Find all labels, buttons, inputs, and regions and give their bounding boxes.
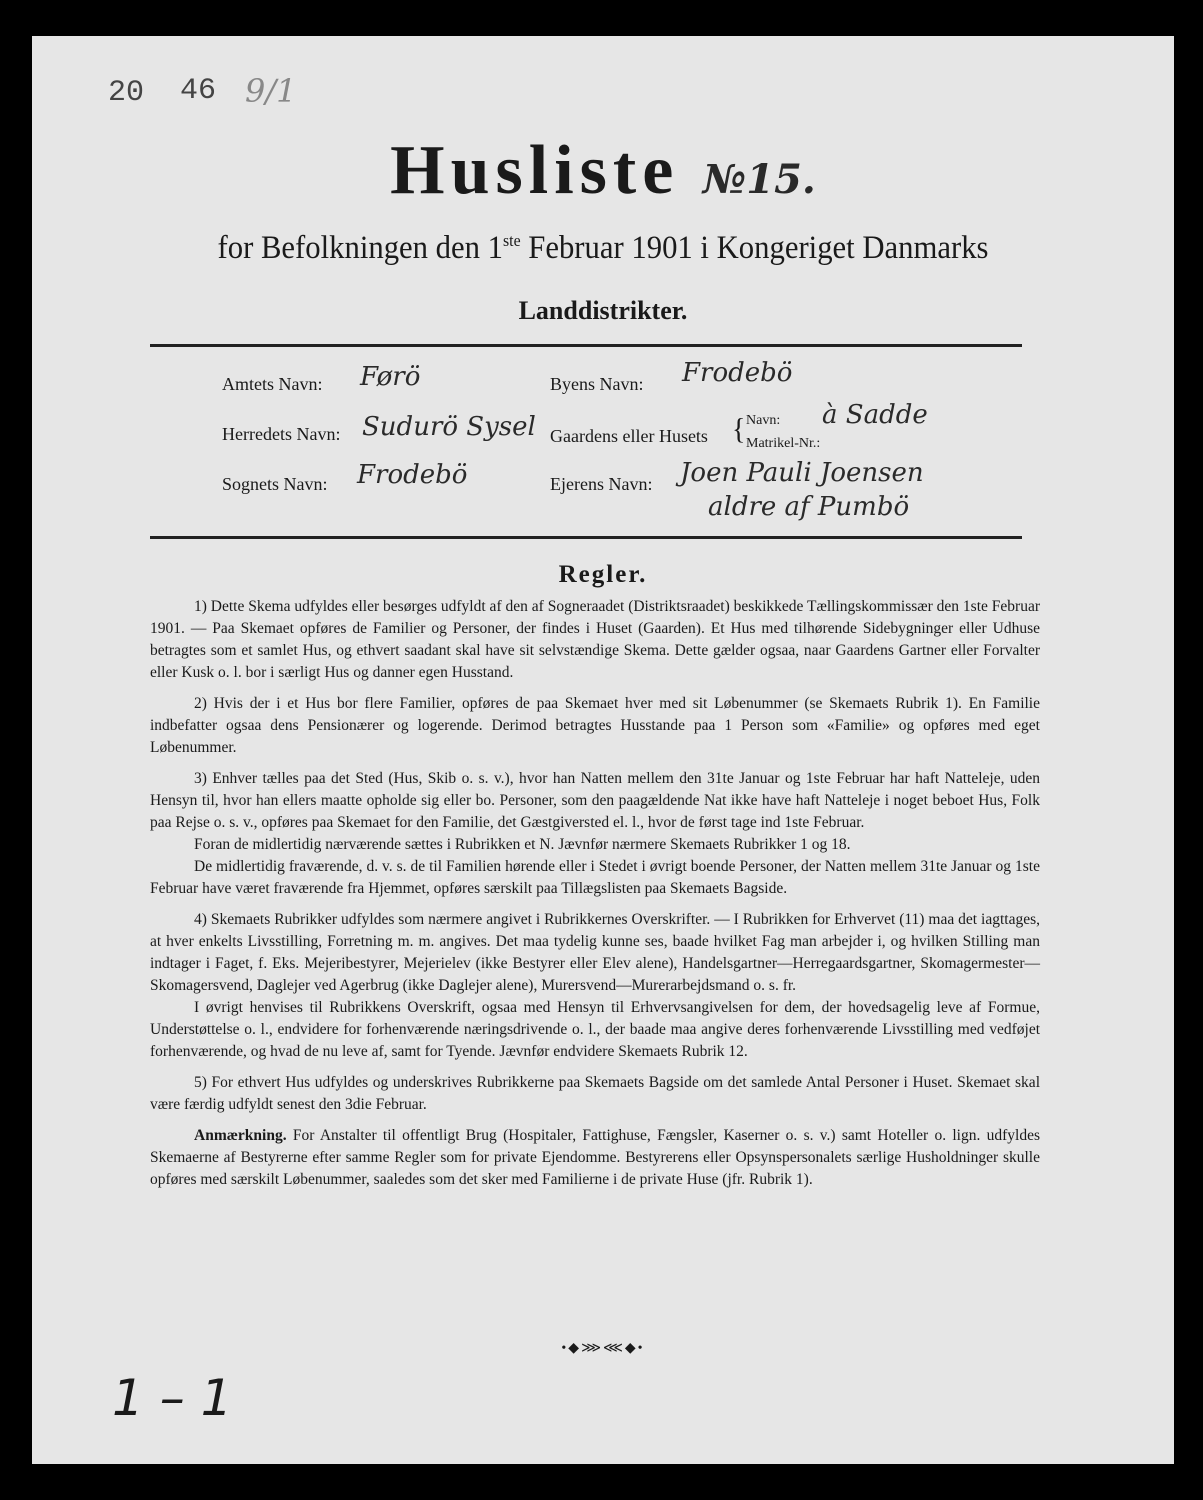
by-label: Byens Navn: [550, 374, 644, 394]
ejer-label: Ejerens Navn: [550, 474, 653, 494]
by-value: Frodebö [682, 358, 793, 388]
matrikel-label: Matrikel-Nr.: [746, 436, 821, 451]
rule-3a: 3) Enhver tælles paa det Sted (Hus, Skib o. s. v.), hvor han Natten mellem den 31te Januar og 1ste Februar har haft Natteleje, uden Hensyn til, hvor han ellers maatte opholde sig eller bo. Personer, som den paagældende Nat ikke have haft Natteleje i noget beboet Hus, Folk paa Rejse o. s. v., opføres paa Skemaet for den Familie, det Gæstgiversted el. l., hvor de først tage ind 1ste Februar. [150, 770, 1040, 831]
amt-value: Førö [360, 362, 421, 392]
handwritten-mark-top: 9/1 [245, 72, 297, 110]
navn-value: à Sadde [822, 400, 928, 430]
subtitle-pre: for Befolkningen den 1 [217, 230, 504, 266]
rule-3b: Foran de midlertidig nærværende sættes i Rubrikken et N. Jævnfør nærmere Skemaets Rubrikker 1 og 18. [194, 836, 851, 853]
stamp-number-left: 20 [108, 76, 145, 110]
subtitle-sup: ste [503, 231, 521, 250]
rule-5: 5) For ethvert Hus udfyldes og underskrives Rubrikkerne paa Skemaets Bagside om det samlede Antal Personer i Huset. Skemaet skal være færdig udfyldt senest den 3die Februar. [150, 1074, 1040, 1113]
divider-bottom [150, 536, 1022, 539]
title-number: №15. [702, 156, 816, 203]
district-heading: Landdistrikter. [518, 296, 688, 325]
herred-label: Herredets Navn: [222, 424, 341, 444]
amt-label: Amtets Navn: [222, 374, 323, 394]
sogn-label: Sognets Navn: [222, 474, 328, 494]
sogn-value: Frodebö [357, 460, 468, 490]
rule-1: 1) Dette Skema udfyldes eller besørges udfyldt af den af Sogneraadet (Distriktsraadet) beskikkede Tællingskommissær den 1ste Februar 1901. — Paa Skemaet opføres de Familier og Personer, der findes i Huset (Gaarden). Et Hus med tilhørende Sidebygninger eller Udhuse betragtes som et samlet Hus, og ethvert saadant skal have sit selvstændige Skema. Dette gælder ogsaa, naar Gaardens Gartner eller Forvalter eller Kusk o. l. bor i særligt Hus og danner egen Husstand. [150, 598, 1040, 681]
rule-4b: I øvrigt henvises til Rubrikkens Overskrift, ogsaa med Hensyn til Erhvervsangivelsen for dem, der hovedsagelig leve af Formue, Understøttelse o. l., endvidere for forhenværende næringsdrivende o. l., der baade maa angive deres forhenværende Livsstilling med vedføjet forhenværende, og hvad de nu leve af, samt for Tyende. Jævnfør endvidere Skemaets Rubrik 12. [150, 999, 1040, 1060]
gaard-label: Gaardens eller Husets [550, 426, 708, 446]
rule-3c: De midlertidig fraværende, d. v. s. de til Familien hørende eller i Stedet i øvrigt boende Personer, der Natten mellem 31te Januar og 1ste Februar have været fraværende fra Hjemmet, opføres særskilt paa Tillægslisten paa Skemaets Bagside. [150, 858, 1040, 897]
census-form-page [32, 36, 1174, 1464]
subtitle-post: Februar 1901 i Kongeriget Danmarks [520, 230, 989, 266]
divider-top [150, 344, 1022, 347]
rule-2: 2) Hvis der i et Hus bor flere Familier, opføres de paa Skemaet hver med sit Løbenummer (se Skemaets Rubrik 1). En Familie indbefatter ogsaa dens Pensionærer og logerende. Derimod betragtes Husstande paa 1 Person som «Familie» og opføres med eget Løbenummer. [150, 695, 1040, 756]
stamp-number-mid: 46 [180, 74, 217, 108]
form-title [32, 131, 1174, 211]
form-subtitle [72, 230, 1134, 267]
title-main: Husliste [390, 132, 680, 209]
note-text: For Anstalter til offentligt Brug (Hospitaler, Fattighuse, Fængsler, Kaserner o. s. v.) samt Hoteller o. lign. udfyldes Skemaerne af Bestyrerne efter samme Regler som for private Ejendomme. Bestyrerens eller Opsynspersonalets særlige Husholdninger skulle opføres med særskilt Løbenummer, saaledes som det sker med Familierne i de private Huse (jfr. Rubrik 1). [150, 1127, 1040, 1188]
ornament-divider: •◆⋙⋘◆• [561, 1341, 645, 1356]
handwritten-bottom-mark: 1 – 1 [112, 1369, 233, 1427]
rules-body [150, 596, 1040, 1200]
note [150, 1125, 1040, 1191]
rule-4a: 4) Skemaets Rubrikker udfyldes som nærmere angivet i Rubrikkernes Overskrifter. — I Rubrikken for Erhvervet (11) maa det iagttages, at hver enkelts Livsstilling, Forretning m. m. angives. Det maa tydelig kunne ses, baade hvilket Fag man arbejder i, og hvilken Stilling man indtager i Faget, f. Eks. Mejeribestyrer, Mejerielev (ikke Bestyrer eller Elev alene), Handelsgartner—Herregaardsgartner, Skomagermester—Skomagersvend, Daglejer ved Agerbrug (ikke Daglejer alene), Murersvend—Murerarbejdsmand o. s. fr. [150, 911, 1040, 994]
navn-label: Navn: [746, 413, 781, 428]
rules-heading: Regler. [558, 561, 648, 588]
ejer-value-line2: aldre af Pumbö [708, 492, 910, 522]
ejer-value-line1: Joen Pauli Joensen [680, 458, 924, 488]
gaard-brace: { [732, 413, 746, 446]
herred-value: Sudurö Sysel [362, 412, 536, 442]
note-label: Anmærkning. [194, 1127, 287, 1144]
